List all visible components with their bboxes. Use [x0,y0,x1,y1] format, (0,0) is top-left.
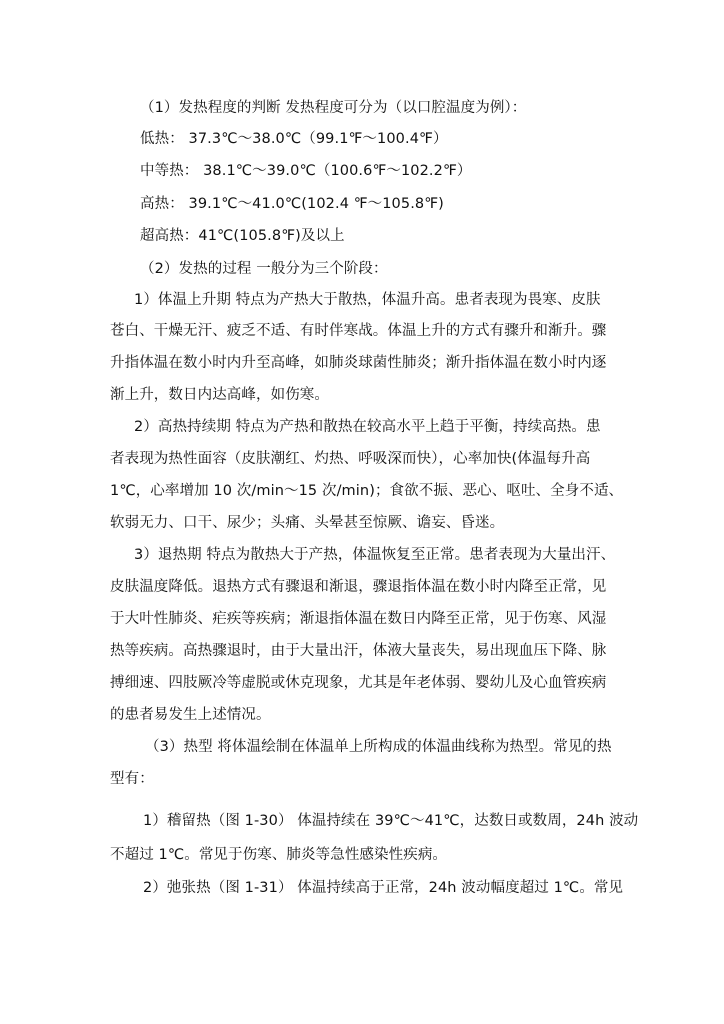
high-fever-line: 高热： 39.1℃～41.0℃(102.4 ℉～105.8℉) [140,196,444,212]
paragraph-line: 升指体温在数小时内升至高峰，如肺炎球菌性肺炎；渐升指体温在数小时内逐 [110,355,607,371]
paragraph-line: 软弱无力、口干、尿少；头痛、头晕甚至惊厥、谵妄、昏迷。 [110,515,505,531]
heading-fever-type: （3）热型 将体温绘制在体温单上所构成的体温曲线称为热型。常见的热 [145,739,612,755]
heading-fever-process: （2）发热的过程 一般分为三个阶段： [140,261,388,277]
paragraph-line: 1）体温上升期 特点为产热大于散热，体温升高。患者表现为畏寒、皮肤 [134,292,601,308]
paragraph-line: 渐上升，数日内达高峰，如伤寒。 [110,387,329,403]
paragraph-line: 苍白、干燥无汗、疲乏不适、有时伴寒战。体温上升的方式有骤升和渐升。骤 [110,323,607,339]
paragraph-line: 热等疾病。高热骤退时，由于大量出汗，体液大量丧失，易出现血压下降、脉 [110,643,607,659]
paragraph-line: 3）退热期 特点为散热大于产热，体温恢复至正常。患者表现为大量出汗、 [134,547,616,563]
paragraph-line: 1）稽留热（图 1-30） 体温持续在 39℃～41℃，达数日或数周，24h 波动 [143,813,639,829]
moderate-fever-line: 中等热： 38.1℃～39.0℃（100.6℉～102.2℉） [140,163,472,179]
paragraph-line: 搏细速、四肢厥冷等虚脱或休克现象，尤其是年老体弱、婴幼儿及心血管疾病 [110,675,607,691]
heading-fever-degree: （1）发热程度的判断 发热程度可分为（以口腔温度为例）： [140,100,527,116]
paragraph-line: 2）弛张热（图 1-31） 体温持续高于正常，24h 波动幅度超过 1℃。常见 [143,880,624,896]
low-fever-line: 低热： 37.3℃～38.0℃（99.1℉～100.4℉） [140,131,448,147]
paragraph-line: 皮肤温度降低。退热方式有骤退和渐退，骤退指体温在数小时内降至正常，见 [110,579,607,595]
paragraph-line: 不超过 1℃。常见于伤寒、肺炎等急性感染性疾病。 [110,847,448,863]
paragraph-line: 型有： [110,771,154,787]
paragraph-line: 者表现为热性面容（皮肤潮红、灼热、呼吸深而快），心率加快(体温每升高 [110,451,591,467]
paragraph-line: 于大叶性肺炎、疟疾等疾病；渐退指体温在数日内降至正常，见于伤寒、风湿 [110,611,607,627]
hyperpyrexia-line: 超高热：41℃(105.8℉)及以上 [140,228,345,244]
paragraph-line: 2）高热持续期 特点为产热和散热在较高水平上趋于平衡，持续高热。患 [134,419,601,435]
paragraph-line: 1℃，心率增加 10 次/min～15 次/min)；食欲不振、恶心、呕吐、全身不适、 [110,483,624,499]
paragraph-line: 的患者易发生上述情况。 [110,707,271,723]
